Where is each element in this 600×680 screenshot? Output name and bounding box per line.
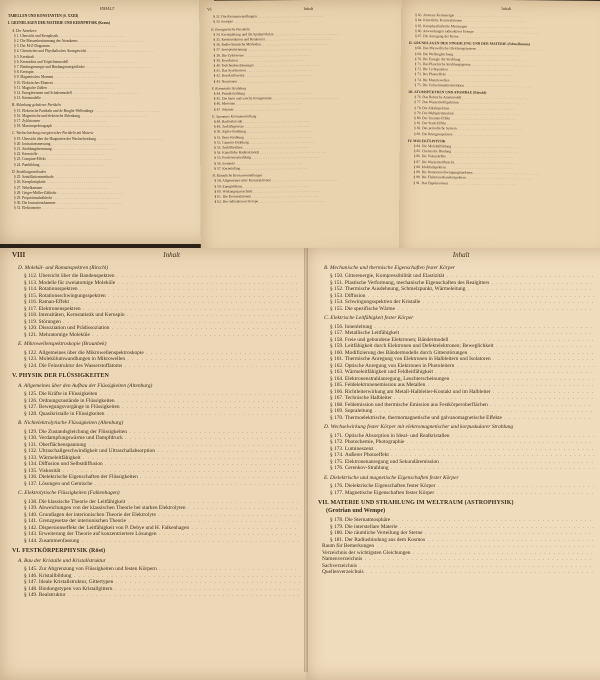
toc-entry-title: § 160. Modifizierung des Bändermodells durch Gitterstörungen . . . [330,350,594,357]
toc-entry-title: § 133. Wärmeleitfähigkeit . . . [24,455,300,462]
toc-entry-title: § 64. Künstliche Kernreaktionen . . . [415,18,597,25]
toc-entry-title: § 122. Allgemeines über die Mikrowellenspektroskopie . . . [24,350,300,357]
toc-entry-title: § 35. Kettenreaktion und Reaktoren . . . [213,36,393,42]
toc-entry-title: § 174. Äußerer Photoeffekt . . . [330,452,594,459]
toc-entry-title: § 142. Dispersionseffekt der Leitfähigkeit von P. Debye und H. Falkenhagen . . . [24,525,300,532]
toc-entry-title: § 179. Die interstellare Materie . . . [330,524,594,531]
toc-entry-group [12,429,318,488]
running-title: Inhalt [163,252,180,259]
toc-entry-title: § 176. Cerenkov-Strahlung . . . [330,465,594,472]
toc-entry-title: § 155. Die spezifische Wärme . . . [330,306,594,313]
toc-entry-title: Namenverzeichnis . . . [322,556,594,563]
toc-entry-title: § 8. Kernspin . . . [14,70,194,75]
toc-heading: TABELLEN UND KONSTANTEN (S. XXIII) [8,14,206,19]
toc-entry-title: Verzeichnis der wichtigsten Gleichungen . . . [322,550,594,557]
toc-entry-title: § 50. Alpha-Strahlung . . . [214,129,394,135]
toc-entry-title: § 33. Isotopie . . . [213,19,393,25]
toc-entry-title: § 139. Abweichungen von der klassischen Theorie bei starken Elektrolyten . . . [24,505,300,512]
toc-entry-title: § 65. Kernphysikalische Messungen . . . [415,24,597,31]
running-header [318,252,600,259]
toc-entry [408,83,600,90]
running-title: Inhalt [303,6,313,11]
toc-subsection-title: A. Allgemeines über den Aufbau der Flüssigkeiten (Altenburg) [18,383,318,390]
toc-entry-title: § 7. Bindungsenergie und Bindungsenergiefläche . . . [14,65,194,70]
toc-entry-title: § 32. Die Kernumwandlungen . . . [213,14,393,20]
toc-subsection-title: E. Mikrowellenspektroskopie (Braunbek) [18,341,318,348]
toc-entry-title: § 149. Realstruktur . . . [24,592,300,599]
toc-entry-title: § 59. Energiebilanz . . . [214,183,394,189]
toc-entry-title: § 147. Ideale Kristallstruktur, Gittertypen . . . [24,579,300,586]
toc-entry-title: Quellenverzeichnis . . . [322,569,594,576]
toc-entry-title: § 23. Compton-Effekt . . . [14,157,194,162]
toc-entry-title: § 41. Das Synchrotron . . . [214,68,394,74]
toc-entry-title: § 171. Optische Absorption in Ideal- und Realkristallen . . . [330,433,594,440]
toc-subsection-title: A. Der Atomkern [8,29,206,34]
toc-page-top-middle [199,0,415,259]
toc-entry-title: § 164. Elektronenstrahlanregung, Leuchterscheinungen . . . [330,376,594,383]
toc-entry [409,34,600,41]
toc-entry-title: § 31. Elektrometer . . . [14,206,194,211]
toc-subsection-title: III. ATOMSPEKTREN UND ATOMBAU (Ritschl) [408,90,600,97]
toc-entry-title: § 154. Schwingungsspektren der Kristalle . . . [330,299,594,306]
toc-list [407,13,600,188]
toc-entry-title: § 73. Der Photoeffekt . . . [415,72,597,79]
toc-entry-title: § 62. Die radioaktiven Isotope . . . [214,199,394,205]
toc-entry-title: § 18. Massenspektrograph . . . [14,124,194,129]
toc-list [207,14,406,205]
toc-entry-title: § 129. Die Zustandsgleichung der Flüssigkeiten . . . [24,429,300,436]
toc-list [8,29,206,212]
toc-entry-title: § 5. Kernkraft . . . [14,55,194,60]
toc-entry-title: § 168. Feldemission und thermische Emission aus Festkörperoberflächen . . . [330,402,594,409]
toc-entry-title: § 146. Kristallbildung . . . [24,573,300,580]
toc-entry-title: § 4. Chemisches und Physikalisches Atomgewicht . . . [14,49,194,54]
toc-entry [208,198,406,205]
toc-entry-title: § 66. Anwendungen radioaktiver Isotope . . . [415,29,597,36]
toc-entry-title: § 2. Die Massenbestimmung des Atomkerns . . . [14,39,194,44]
toc-appendix-list [318,543,600,576]
toc-entry-title: Sachverzeichnis . . . [322,563,594,570]
toc-entry-title: § 181. Der Radiusbindung aus dem Kosmos . . . [330,537,594,544]
toc-entry-title: § 11. Magische Zahlen . . . [14,86,194,91]
toc-entry-title: § 12. Energietermen und Schalenmodell . . . [14,91,194,96]
toc-entry [8,206,206,211]
toc-entry-title: § 39. Kernfusion . . . [214,57,394,63]
toc-entry-title: § 54. Künstliche Radioaktivität . . . [214,150,394,156]
toc-entry-title: § 173. Lumineszenz . . . [330,446,594,453]
toc-entry-page [596,465,600,472]
toc-entry-title: § 43. Neutronen . . . [214,78,394,84]
toc-entry-title: § 55. Positronenstrahlung . . . [214,155,394,161]
toc-entry-title: § 125. Die Kräfte in Flüssigkeiten . . . [24,391,300,398]
toc-entry-title: § 38. Die Zyklotrone . . . [213,52,393,58]
toc-entry [208,106,406,113]
toc-entry [12,592,318,599]
toc-entry-title: § 121. Mehratomige Moleküle . . . [24,332,300,339]
toc-subsection-title: C. Elektrische Leitfähigkeit fester Körper [324,315,600,322]
toc-entry [12,481,318,488]
toc-entry-title: § 1. Übersicht und Kernphysik . . . [14,34,194,39]
toc-subsection-title: E. Dielektrische und magnetische Eigenschaften fester Körper [324,475,600,482]
toc-entry [318,415,600,422]
toc-entry-title: § 124. Die Feinstruktur des Wasserstoffatoms . . . [24,363,300,370]
toc-subsection-title: G. Spontane Kernumwandlung [208,113,406,120]
toc-entry-title: § 169. Supraleitung . . . [330,408,594,415]
toc-entry-title: § 16. Magnetische und elektrische Ablenkung . . . [14,114,194,119]
toc-entry-title: § 83. Die Röntgenspektren . . . [414,132,596,139]
toc-subsection-title: D. Wechselwirkung fester Körper mit elektromagnetischer und korpuskularer Strahlung [324,424,600,431]
toc-subsection-title: D. Molekül- und Ramanspektren (Ritschl) [18,265,318,272]
toc-entry [207,19,405,26]
toc-entry-title: § 10. Elektrisches Moment . . . [14,81,194,86]
toc-entry [208,165,406,172]
toc-entry-title: § 40. Teilchenbeschleuniger . . . [214,62,394,68]
toc-entry-page [596,306,600,313]
toc-entry-group [318,273,600,312]
toc-entry-title: § 114. Rotationsspektren . . . [24,286,300,293]
toc-entry [12,411,318,418]
toc-entry-title: § 128. Quasikristalle in Flüssigkeiten . . . [24,411,300,418]
toc-entry-title: § 36. Radiochemische Methoden . . . [213,42,393,48]
toc-entry-title: § 58. Allgemeines über Kernreaktionen . . . [214,178,394,184]
toc-entry-title: § 137. Lösungen und Gemische . . . [24,481,300,488]
toc-entry-title: § 180. Die räumliche Verteilung der Sterne . . . [330,530,594,537]
toc-entry-title: § 69. Die Wellengleichung . . . [415,52,597,59]
toc-page-top-right [399,0,600,259]
toc-entry-title: § 87. Die Wasserstoffbrücke . . . [414,160,596,167]
toc-entry [8,124,206,129]
toc-entry-title: § 118. Intensitäten, Kernstatistik und Kernspin . . . [24,312,300,319]
toc-entry-title: § 172. Photochemie, Photographie . . . [330,439,594,446]
toc-entry-title: § 165. Feldelektronenemission aus Metallen . . . [330,382,594,389]
toc-entry-group [12,273,318,338]
toc-entry-title: § 89. Die Rotationsschwingungsspektren . . . [414,170,596,177]
toc-entry-title: § 67. Die Anregung der Kerne . . . [415,34,597,41]
toc-entry-title: § 19. Übersicht über die Hauptarten der Wechselwirkung . . . [14,137,194,142]
toc-entry-title: § 22. Kernstoffe . . . [14,152,194,157]
toc-entry-title: § 47. Schauer . . . [214,106,394,112]
toc-entry-title: § 70. Die Energie der Strahlung . . . [415,57,597,64]
toc-subsection-title: F. Kosmische Strahlung [208,85,406,92]
toc-entry-title: § 120. Dissoziation und Prädissoziation . . . [24,325,300,332]
toc-entry-title: § 15. Elektrische Partikeln und de Broglie-Wellenlänge . . . [14,109,194,114]
toc-entry-title: § 6. Kernradius und Tröpfchenmodell . . . [14,60,194,65]
toc-entry-title: § 49. Zerfallsgesetze . . . [214,124,394,130]
toc-entry-title: § 28. Geiger-Müller-Zählrohr . . . [14,191,194,196]
toc-entry-title: § 81. Der Stark-Effekt . . . [414,121,596,128]
toc-entry-title: § 57. Kerneinfang . . . [214,165,394,171]
toc-entry-title: § 61. Die Kernreaktionen . . . [214,193,394,199]
toc-entry-title: § 17. Zyklotronen . . . [14,119,194,124]
toc-entry-title: § 151. Plastische Verformung, mechanische Eigenschaften des Realgitters . . . [330,280,594,287]
toc-entry [407,180,600,187]
toc-entry-title: § 116. Raman-Effekt . . . [24,299,300,306]
toc-section-title: V. PHYSIK DER FLÜSSIGKEITEN [12,373,318,380]
toc-entry [12,332,318,339]
toc-entry-title: § 113. Modelle für zweiatomige Moleküle . . . [24,280,300,287]
toc-entry-title: § 127. Bewegungsvorgänge in Flüssigkeiten . . . [24,404,300,411]
toc-entry-title: § 82. Das periodische System . . . [414,126,596,133]
toc-entry-title: § 136. Dielektrische Eigenschaften der Flüssigkeiten . . . [24,474,300,481]
toc-entry-title: § 126. Ordnungszustände in Flüssigkeiten . . . [24,398,300,405]
toc-subsection-title: IV. MOLEKÜLPHYSIK [408,139,600,146]
toc-entry-title: § 21. Strahlungsbremsung . . . [14,147,194,152]
running-header [12,252,318,259]
toc-entry [408,132,600,139]
toc-entry [318,490,600,497]
toc-entry-group [318,433,600,472]
toc-entry-title: § 72. Die Lichtquanten . . . [415,67,597,74]
toc-entry-title: § 141. Grenzgesetze der interionischen Theorie . . . [24,518,300,525]
toc-entry-title: § 115. Rotationsschwingungsspektren . . . [24,293,300,300]
toc-entry-title: § 138. Die klassische Theorie der Leitfähigkeit . . . [24,499,300,506]
toc-entry-group [318,324,600,422]
toc-entry-title: § 166. Richtleiterwirkung am Metall-Halbleiter-Kontakt und im Halbleiter . . . [330,389,594,396]
toc-page-ix [306,248,600,680]
toc-entry-group [12,391,318,417]
toc-entry-title: § 3. Der M-Z-Diagramm . . . [14,44,194,49]
toc-entry-page [596,490,600,497]
toc-entry-title: § 25. Szintillationsmethode . . . [14,175,194,180]
toc-entry-group [12,566,318,599]
toc-entry-title: § 26. Kernphotoplatte . . . [14,180,194,185]
running-title: Inhalt [501,6,511,11]
running-title: Inhalt [453,252,470,259]
toc-subsection-title: B. Nichtelektrolytische Flüssigkeiten (Altenburg) [18,420,318,427]
toc-entry-group [318,517,600,543]
toc-entry-title: § 143. Erweiterung der Theorie auf konzentriertere Lösungen . . . [24,531,300,538]
toc-entry-group [12,350,318,370]
toc-entry-title: § 52. Gamma-Strahlung . . . [214,139,394,145]
toc-entry-title: § 30. Die Ionisationskammer . . . [14,201,194,206]
toc-entry-page [596,569,600,576]
toc-list [318,265,600,576]
toc-entry-title: § 123. Molekülumwandlungen in Mikrowellen . . . [24,356,300,363]
toc-entry-group [318,483,600,496]
toc-entry-title: § 90. Die Elektronenbandenspektren . . . [413,175,595,182]
toc-entry [12,538,318,545]
running-header [207,5,405,12]
toc-entry-title: § 167. Technische Halbleiter . . . [330,395,594,402]
toc-entry-title: § 161. Thermische Anregung von Elektronen in Halbleitern und Isolatoren . . . [330,356,594,363]
toc-entry [318,306,600,313]
toc-entry-title: § 178. Die Sternatmosphäre . . . [330,517,594,524]
toc-entry-title: § 156. Ionenleitung . . . [330,324,594,331]
toc-entry-title: § 37. Isotopentrennung . . . [213,47,393,53]
toc-entry-title: § 63. Atomare Kernenergie . . . [415,13,597,20]
toc-entry-title: § 51. Beta-Strahlung . . . [214,134,394,140]
toc-entry-title: § 42. Kernkraftwerke . . . [214,73,394,79]
toc-entry [8,163,206,168]
toc-entry-title: § 150. Gitterenergie, Kompressibilität und Elastizität . . . [330,273,594,280]
toc-entry-title: § 34. Kernspaltung und die Spaltprodukte . . . [213,31,393,37]
toc-entry-title: § 119. Störungen . . . [24,319,300,326]
toc-subsection-title: E. Energiereiche Partikeln [207,26,405,33]
toc-entry-title: § 162. Optische Anregung von Elektronen in Photoleitern . . . [330,363,594,370]
toc-entry-title: § 46. Mesonen . . . [214,101,394,107]
toc-entry-title: § 53. Zerfallsreihen . . . [214,144,394,150]
toc-subsection-title: C. Elektrolytische Flüssigkeiten (Falkenhagen) [18,490,318,497]
toc-entry-title: § 27. Nebelkammer . . . [14,186,194,191]
toc-entry-title: § 158. Freie und gebundene Elektronen; Bändermodell . . . [330,337,594,344]
toc-page-viii [0,248,328,680]
toc-section-title: VI. FESTKÖRPERPHYSIK (Röst) [12,548,318,555]
toc-entry-title: § 163. Wärmeleitfähigkeit und Feldleitfähigkeit . . . [330,369,594,376]
toc-list [12,265,318,599]
toc-entry-title: § 135. Viskosität . . . [24,468,300,475]
toc-entry-title: § 170. Thermoelektrische, thermomagnetische und galvanomagnetische Effekte . . . [330,415,594,422]
toc-entry-title: § 68. Das Maxwellsche Gleichungssystem . . . [415,46,597,53]
toc-entry-title: § 71. Das Plancksche Strahlungsgesetz . . . [415,62,597,69]
toc-entry-page [596,415,600,422]
toc-entry-title: § 78. Die Alkalispektren . . . [414,106,596,113]
toc-entry-title: § 91. Das Dipolmoment . . . [413,181,595,188]
toc-entry-title: § 44. Primärstrahlung . . . [214,90,394,96]
toc-entry-title: § 79. Die Multiplettstruktur . . . [414,111,596,118]
toc-subsection-title: B. Ablenkung geladener Partikeln [8,103,206,108]
toc-entry [318,465,600,472]
toc-subsection-title: II. GRUNDLAGEN DER STRAHLUNG UND DER MATERIE (Schnellmann) [409,41,600,48]
toc-entry-title: § 80. Der Zeeman-Effekt . . . [414,116,596,123]
toc-entry-title: § 140. Grundlagen der interionischen Theorie der Elektrolyte . . . [24,512,300,519]
toc-section-title: (Grotrian und Wempe) [318,508,600,515]
toc-entry-title: § 175. Elektronenanregung und Sekundäremission . . . [330,459,594,466]
toc-entry-title: § 130. Verdampfungswärme und Dampfdruck . . . [24,435,300,442]
toc-entry-title: § 148. Bindungstypen von Kristallgittern . . . [24,586,300,593]
toc-entry-title: § 77. Das Wasserstoffspektrum . . . [414,100,596,107]
toc-entry-title: § 76. Das Bohrsche Atommodell . . . [414,95,596,102]
toc-subsection-title: H. Künstliche Kernumwandlungen [208,172,406,179]
toc-entry-title: § 20. Ionisationsmessung . . . [14,142,194,147]
toc-entry-title: § 85. Chemische Bindung . . . [414,149,596,156]
toc-entry-title: § 157. Metallische Leitfähigkeit . . . [330,330,594,337]
toc-entry-title: § 86. Die Valenzkräfte . . . [414,154,596,161]
toc-section-title: VII. MATERIE UND STRAHLUNG IM WELTRAUM (ASTROPHYSIK) [318,500,600,507]
toc-entry-title: § 13. Kernmodelle . . . [14,96,194,101]
toc-entry [8,96,206,101]
toc-entry-title: § 134. Diffusion und Selbstdiffusion . . . [24,461,300,468]
toc-entry-title: § 145. Zur Abgrenzung von Flüssigkeiten und festen Körpern . . . [24,566,300,573]
toc-subsection-title: D. Strahlungsmethoden [8,170,206,175]
toc-subsection-title: B. Mechanische und thermische Eigenschaften fester Körper [324,265,600,272]
toc-entry-title: § 74. Die Materiewellen . . . [414,78,596,85]
toc-subsection-title: C. Wechselwirkung energiereicher Partikeln mit Materie [8,131,206,136]
toc-entry-title: § 75. Die Unbestimmtheitsrelation . . . [414,83,596,90]
toc-entry-title: § 131. Oberflächenspannung . . . [24,442,300,449]
page-number: VIII [12,252,25,259]
toc-entry-title: § 56. Isomerie . . . [214,160,394,166]
toc-entry-title: § 29. Proportionalzählrohr . . . [14,196,194,201]
toc-entry-group [12,499,318,545]
toc-entry-title: § 112. Übersicht über die Bandenspektren . . . [24,273,300,280]
toc-entry-title: § 84. Die Molekülbildung . . . [414,144,596,151]
page-number: VI [207,7,211,12]
toc-entry-title: § 153. Diffusion . . . [330,293,594,300]
toc-entry-title: § 132. Ultraschallgeschwindigkeit und Ultraschallabsorption . . . [24,448,300,455]
toc-entry [12,363,318,370]
toc-entry [322,569,600,576]
toc-entry-title: § 48. Radioaktivität . . . [214,118,394,124]
toc-entry-title: § 9. Magnetisches Moment . . . [14,75,194,80]
toc-entry [208,78,406,85]
toc-entry-title: § 24. Paarbildung . . . [14,163,194,168]
toc-entry-title: Raum für Bemerkungen . . . [322,543,594,550]
toc-entry-title: § 176. Dielektrische Eigenschaften fester Körper . . . [330,483,594,490]
book-gutter [304,248,308,672]
toc-entry-title: § 152. Thermische Ausdehnung, Schmelzpunkt, Wärmeleitung . . . [330,286,594,293]
toc-entry-title: § 88. Molekülspektren . . . [414,165,596,172]
toc-entry-title: § 45. Die harte und weiche Komponente . . . [214,96,394,102]
running-header: INHALT [8,6,206,11]
toc-entry-title: § 60. Wirkungsquerschnitt . . . [214,188,394,194]
toc-page-top-left [0,0,214,244]
toc-entry-title: § 159. Leitfähigkeit durch Elektronen und Defektelektronen; Beweglichkeit . . . [330,343,594,350]
toc-entry-title: § 117. Elektronenspektren . . . [24,306,300,313]
toc-entry-title: § 144. Zusammenfassung . . . [24,538,300,545]
toc-entry-title: § 177. Magnetische Eigenschaften fester Körper . . . [330,490,594,497]
running-header [409,5,600,12]
toc-section-title: I. GRUNDLAGEN DER MATERIE UND KERNPHYSIK (Kraus) [8,21,206,26]
toc-subsection-title: A. Bau der Kristalle und Kristallstruktur [18,558,318,565]
